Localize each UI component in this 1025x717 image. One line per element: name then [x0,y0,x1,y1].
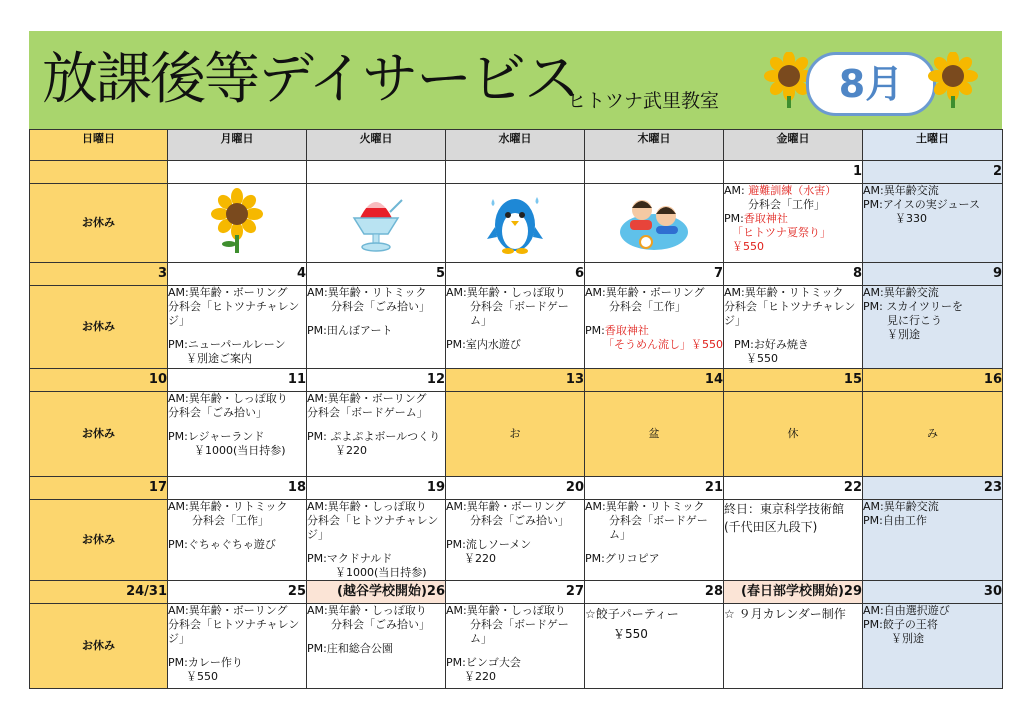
event-line: PM:自由工作 [863,514,927,527]
event-line: 見に行こう [887,314,942,327]
date-number: 14 [585,369,724,392]
month-badge [806,52,936,116]
day-cell [585,184,724,263]
day-cell [585,604,724,689]
date-number: 21 [585,477,724,500]
date-number: 3 [30,263,168,286]
date-number: 8 [724,263,863,286]
event-line: 「そうめん流し」￥550 [603,338,723,351]
event-line: PM:ビンゴ大会 [446,656,521,669]
event-line: AM:異年齢・ボーリング [168,286,288,299]
day-cell [863,184,1003,263]
event-line: 分科会「ごみ拾い」 [331,300,430,313]
date-number: 27 [446,581,585,604]
event-line: PM: [585,324,605,337]
date-number: 17 [30,477,168,500]
event-line: ￥1000(当日持参) [194,444,286,457]
week-1-events [30,184,1003,263]
date-number: 23 [863,477,1003,500]
day-cell [724,184,863,263]
obon-char: お [446,392,585,477]
event-line: ￥550 [186,670,218,683]
event-line: PM:庄和総合公園 [307,642,393,655]
day-cell [863,286,1003,369]
event-line: ☆ ９月カレンダー制作 [724,607,846,621]
event-line: 分科会「ボードゲーム」 [609,514,708,541]
day-cell [724,500,863,581]
day-cell [307,184,446,263]
event-line: AM:異年齢・しっぽ取り [307,604,427,617]
closed-label: お休み [30,286,168,369]
classroom-name: ヒトツナ武里教室 [567,90,720,112]
event-line: PM:流しソーメン [446,538,532,551]
date-number: 7 [585,263,724,286]
sweating-penguin-icon [485,187,545,255]
event-line: PM:ぐちゃぐちゃ遊び [168,538,276,551]
event-line: AM: [724,184,749,197]
closed-label: お休み [30,184,168,263]
event-line: AM:異年齢・リトミック [307,286,427,299]
event-line: 分科会「ボードゲーム」 [307,406,428,419]
event-line: AM:異年齢・ボーリング [585,286,705,299]
date-number [30,161,168,184]
date-number [168,161,307,184]
event-line: PM:カレー作り [168,656,243,669]
event-line: 分科会「工作」 [192,514,269,527]
week-5-dates [30,581,1003,604]
sunflower-icon [209,188,265,254]
event-line: AM:異年齢・しっぽ取り [446,286,566,299]
day-cell [585,286,724,369]
event-line: AM:異年齢・しっぽ取り [307,500,427,513]
event-line: ￥1000(当日持参) [335,566,427,579]
date-number: (春日部学校開始)29 [724,581,863,604]
day-cell [446,500,585,581]
event-line: AM:異年齢・しっぽ取り [168,392,288,405]
date-number: 2 [863,161,1003,184]
event-line: ￥別途ご案内 [186,352,252,365]
day-cell [168,286,307,369]
event-line: PM:レジャーランド [168,430,265,443]
date-number: 16 [863,369,1003,392]
event-line: 分科会「工作」 [748,198,825,211]
event-line: AM:異年齢・ボーリング [307,392,427,405]
weekday-saturday: 土曜日 [863,130,1003,161]
event-line: 分科会「ごみ拾い」 [331,618,430,631]
event-line: ☆餃子パーティー [585,607,679,621]
day-cell [446,286,585,369]
event-line: ￥220 [464,552,496,565]
event-line: AM:異年齢交流 [863,286,939,299]
month-label: 8月 [838,62,904,106]
event-line: 香取神社 [743,212,788,225]
event-line: 分科会「ボードゲーム」 [470,300,569,327]
date-number: 22 [724,477,863,500]
date-number: 13 [446,369,585,392]
day-cell [168,392,307,477]
date-number: 4 [168,263,307,286]
weekday-friday: 金曜日 [724,130,863,161]
date-number: 30 [863,581,1003,604]
date-number: 19 [307,477,446,500]
obon-char: み [863,392,1003,477]
day-cell [863,500,1003,581]
weekday-monday: 月曜日 [168,130,307,161]
event-line: PM:室内水遊び [446,338,521,351]
date-number [307,161,446,184]
event-line: PM:グリコピア [585,552,660,565]
closed-label: お休み [30,392,168,477]
calendar-table [29,129,1003,689]
closed-label: お休み [30,604,168,689]
date-number: 15 [724,369,863,392]
event-line: 分科会「ヒトツナチャレンジ」 [168,618,300,645]
event-line: 終日：東京科学技術館 [724,502,845,516]
day-cell [585,500,724,581]
weekday-wednesday: 水曜日 [446,130,585,161]
date-number: 24/31 [30,581,168,604]
week-4-dates [30,477,1003,500]
date-number: 12 [307,369,446,392]
event-line: ￥別途 [887,328,920,341]
day-cell [446,184,585,263]
event-line: AM:自由選択遊び [863,604,950,617]
day-cell [307,604,446,689]
weekday-tuesday: 火曜日 [307,130,446,161]
event-line: (千代田区九段下) [724,520,818,534]
event-line: ￥別途 [891,632,924,645]
event-line: 分科会「工作」 [609,300,686,313]
event-line: PM:お好み焼き [734,338,809,351]
event-line: PM: ぷよぷよボールつくり [307,430,441,443]
event-line: PM:ニューパールレーン [168,338,286,351]
event-line: 香取神社 [604,324,649,337]
date-number: 11 [168,369,307,392]
event-line: ￥220 [464,670,496,683]
day-cell [168,184,307,263]
event-line: ￥220 [335,444,367,457]
event-line: 分科会「ボードゲーム」 [470,618,569,645]
week-3-dates [30,369,1003,392]
date-number: 18 [168,477,307,500]
event-line: AM:異年齢・リトミック [585,500,705,513]
shaved-ice-icon [346,188,406,254]
date-number: 1 [724,161,863,184]
sunflower-icon [928,52,978,108]
week-2-events [30,286,1003,369]
day-cell [724,286,863,369]
event-line: 分科会「ごみ拾い」 [470,514,569,527]
event-line: 分科会「ごみ拾い」 [168,406,267,419]
event-line: PM:餃子の王将 [863,618,938,631]
day-cell [168,604,307,689]
event-line: 分科会「ヒトツナチャレンジ」 [168,300,300,327]
day-cell [307,392,446,477]
event-line: PM: スカイツリーを [863,300,963,313]
date-number: 9 [863,263,1003,286]
date-number: 20 [446,477,585,500]
date-number: 10 [30,369,168,392]
date-number: (越谷学校開始)26 [307,581,446,604]
event-line: AM:異年齢・リトミック [724,286,844,299]
event-line: PM:田んぼアート [307,324,393,337]
event-line: AM:異年齢・ボーリング [168,604,288,617]
date-number: 28 [585,581,724,604]
event-line: AM:異年齢・リトミック [168,500,288,513]
event-line: 「ヒトツナ夏祭り」￥550 [732,226,831,253]
date-number [446,161,585,184]
date-number: 25 [168,581,307,604]
page-title: 放課後等デイサービス [42,47,579,112]
event-line: AM:異年齢交流 [863,500,939,513]
weekday-thursday: 木曜日 [585,130,724,161]
weekday-sunday: 日曜日 [30,130,168,161]
day-cell [307,286,446,369]
event-line: ￥550 [613,627,648,641]
event-line: PM: [724,212,744,225]
week-4-events [30,500,1003,581]
week-3-events [30,392,1003,477]
event-line: ￥550 [746,352,778,365]
date-number [585,161,724,184]
kids-swimming-icon [616,188,692,254]
day-cell [724,604,863,689]
week-1-dates [30,161,1003,184]
date-number: 6 [446,263,585,286]
day-cell [168,500,307,581]
event-line: PM:マクドナルド [307,552,393,565]
event-line: AM:異年齢・しっぽ取り [446,604,566,617]
closed-label: お休み [30,500,168,581]
obon-char: 休 [724,392,863,477]
day-cell [863,604,1003,689]
event-line: ￥330 [895,212,927,225]
day-cell [307,500,446,581]
obon-char: 盆 [585,392,724,477]
event-line: PM:アイスの実ジュース [863,198,980,211]
day-cell [446,604,585,689]
week-5-events [30,604,1003,689]
event-line: 分科会「ヒトツナチャレンジ」 [724,300,856,327]
week-2-dates [30,263,1003,286]
event-line: AM:異年齢交流 [863,184,939,197]
event-line: 分科会「ヒトツナチャレンジ」 [307,514,439,541]
event-line: AM:異年齢・ボーリング [446,500,566,513]
date-number: 5 [307,263,446,286]
weekday-header-row [30,130,1003,161]
event-line: 避難訓練（水害） [748,184,837,197]
